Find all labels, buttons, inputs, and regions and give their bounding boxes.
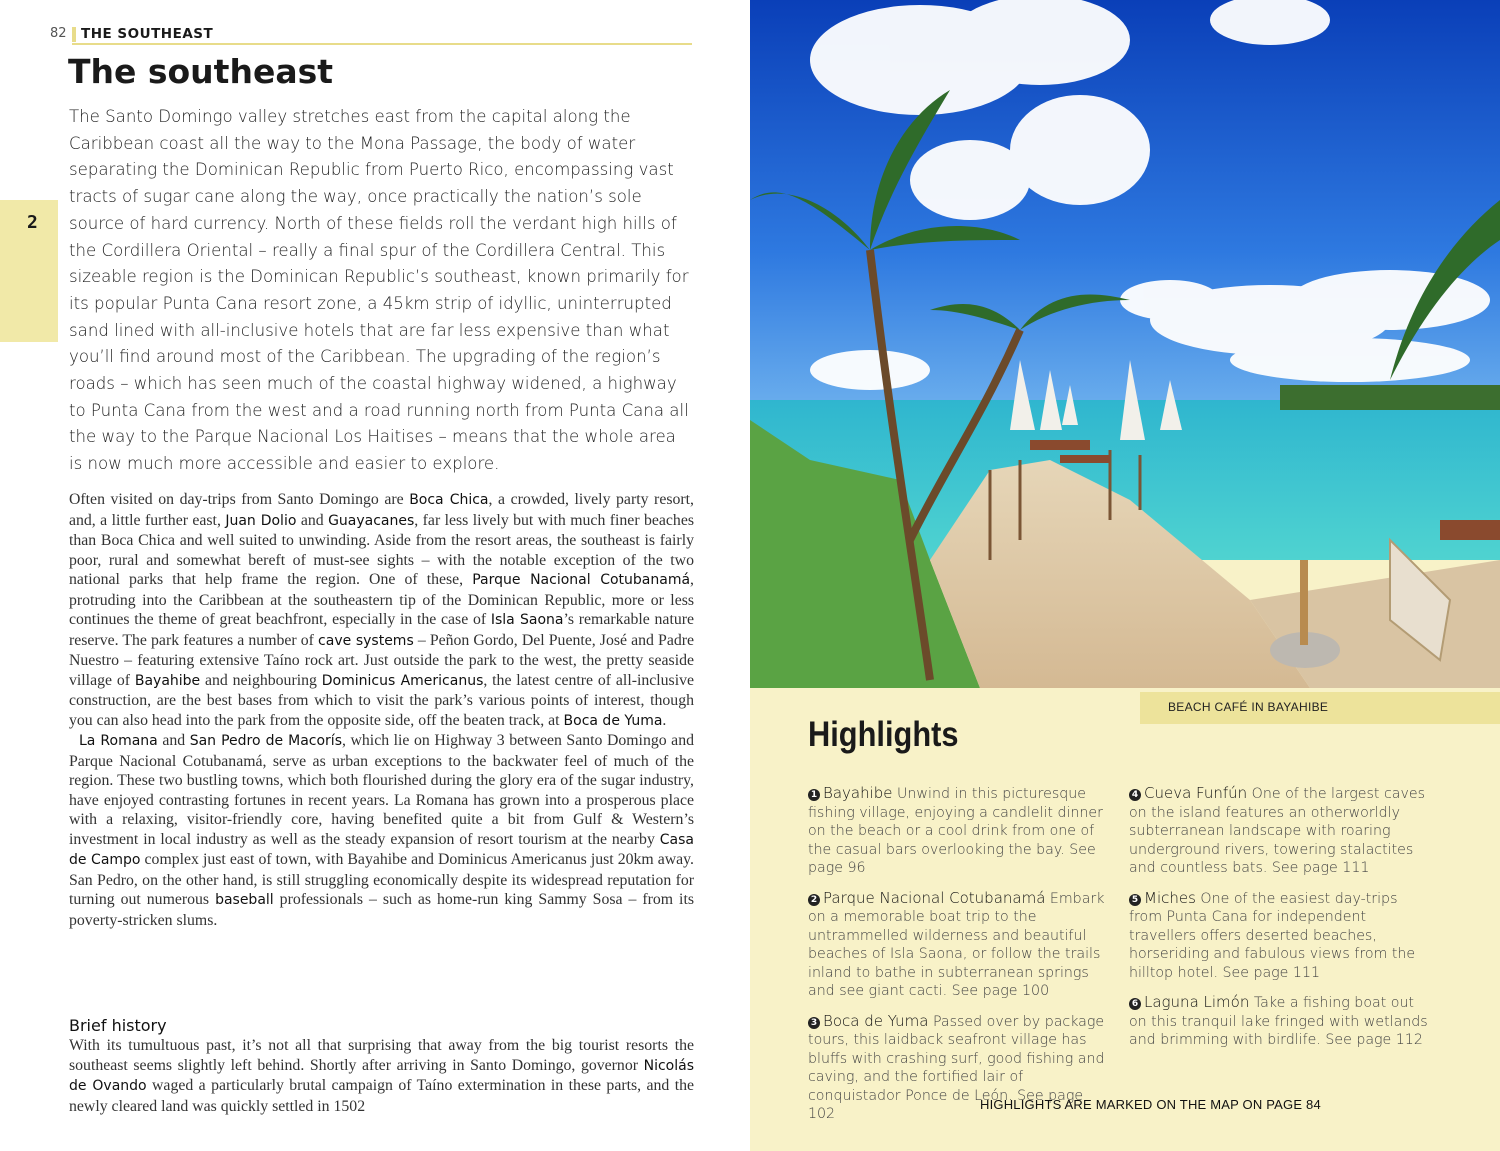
keyword: La Romana (79, 733, 158, 749)
keyword: Parque Nacional Cotubanamá (472, 572, 691, 588)
header-marker (72, 27, 76, 42)
highlight-item (1129, 784, 1434, 878)
keyword: San Pedro de Macorís (189, 733, 342, 749)
highlights-left-column (808, 784, 1113, 1135)
highlight-name: Bayahibe (823, 784, 893, 802)
highlight-name: Miches (1144, 888, 1196, 907)
body-paragraph-1: Often visited on day-trips from Santo Domingo are Boca Chica, a crowded, lively party resort, and, a little further east, Juan Dolio and Guayacanes, far less lively but with much finer beaches than Boca Chica and well suited to unwinding. Aside from the resort areas, the southeast is fairly poor, rural and somewhat bereft of must-see sights – with the notable exception of the two national parks that help frame the region. One of these, Parque Nacional Cotubanamá, protruding into the Caribbean at the southeastern tip of the Dominican Republic, more or less continues the theme of great beachfront, especially in the case of Isla Saona’s remarkable nature reserve. The park features a number of cave systems – Peñon Gordo, Del Puente, José and Padre Nuestro – featuring extensive Taíno rock art. Just outside the park to the west, the pretty seaside village of Bayahibe and neighbouring Dominicus Americanus, the latest centre of all-inclusive construction, are the best bases from which to visit the park’s various points of interest, though you can also head into the park from the opposite side, off the beaten track, at Boca de Yuma. (69, 491, 695, 729)
highlight-item (1129, 889, 1434, 983)
keyword: Nicolás de Ovando (69, 1057, 694, 1094)
beach-photo-illustration (750, 0, 1500, 688)
body-text (69, 490, 694, 930)
beach-cafe-photo (750, 0, 1500, 688)
header-rule (72, 43, 692, 45)
highlight-item (1129, 993, 1434, 1050)
keyword: Boca de Yuma (563, 712, 663, 729)
highlight-description: One of the largest caves on the island features an otherworldly subterranean landscape with roaring underground rivers, towering stalactites and countless bats. See page 111 (1129, 786, 1425, 876)
highlight-description: Embark on a memorable boat trip to the untrammelled wilderness and beautiful beaches of Isla Saona, or follow the trails inland to bathe in subterranean springs and see giant cacti. See page 100 (808, 890, 1105, 999)
keyword: Isla Saona (490, 612, 564, 628)
photo-caption: BEACH CAFÉ IN BAYAHIBE (1168, 700, 1329, 714)
highlight-description: Passed over by package tours, this laidback seafront village has bluffs with crashing surf, good fishing and caving, and the fortified lair of conquistador Ponce de León. See page 102 (808, 1013, 1105, 1122)
highlight-name: Laguna Limón (1144, 993, 1250, 1011)
keyword: Guayacanes (328, 512, 415, 529)
highlight-number-badge: 2 (808, 894, 820, 906)
keyword: Juan Dolio (225, 512, 297, 529)
highlight-description: One of the easiest day-trips from Punta Cana for independent travellers offers deserted beaches, horseriding and fabulous views from the hilltop hotel. See page 111 (1129, 890, 1416, 981)
highlight-item (808, 784, 1113, 878)
highlight-number-badge: 4 (1129, 789, 1141, 801)
highlight-description: Unwind in this picturesque fishing village, enjoying a candlelit dinner on the beach or a cool drink from one of the casual bars overlooking the bay. See page 96 (808, 786, 1103, 876)
highlight-number-badge: 5 (1129, 894, 1141, 906)
section-heading: Brief history (69, 1016, 167, 1035)
intro-paragraph: The Santo Domingo valley stretches east from the capital along the Caribbean coast all the way to the Mona Passage, the body of water separating the Dominican Republic from Puerto Rico, encompassing vast tracts of sugar cane along the way, once practically the nation’s sole source of hard currency. North of these fields roll the verdant high hills of the Cordillera Oriental – really a final spur of the Cordillera Central. This sizeable region is the Dominican Republic’s southeast, known primarily for its popular Punta Cana resort zone, a 45km strip of idyllic, uninterrupted sand lined with all-inclusive hotels that are far less expensive than what you’ll find around most of the Caribbean. The upgrading of the region’s roads – which has seen much of the coastal highway widened, a highway to Punta Cana from the west and a road running north from Punta Cana all the way to the Parque Nacional Los Haitises – means that the whole area is now much more accessible and easier to explore. (69, 107, 689, 474)
keyword: cave systems (318, 632, 414, 649)
keyword: Casa de Campo (69, 831, 694, 868)
page-number: 82 (50, 26, 67, 41)
keyword: baseball (215, 892, 274, 908)
keyword: Bayahibe (134, 672, 201, 689)
highlight-number-badge: 1 (808, 789, 820, 801)
highlight-number-badge: 6 (1129, 998, 1141, 1010)
highlight-number-badge: 3 (808, 1017, 820, 1029)
highlights-right-column (1129, 784, 1434, 1061)
highlight-name: Cueva Funfún (1144, 784, 1248, 802)
highlight-name: Parque Nacional Cotubanamá (823, 888, 1046, 907)
page-title: The southeast (68, 52, 334, 91)
right-page (750, 0, 1500, 1151)
highlight-name: Boca de Yuma (823, 1011, 929, 1030)
highlight-item (808, 889, 1113, 1001)
running-header: THE SOUTHEAST (81, 26, 214, 42)
highlights-title: Highlights (808, 715, 959, 754)
body-paragraph-2: La Romana and San Pedro de Macorís, which lie on Highway 3 between Santo Domingo and Parque Nacional Cotubanamá, serve as urban exceptions to the backwater feel of much of the region. These two bustling towns, which both flourished during the glory era of the sugar industry, have enjoyed contrasting fortunes in recent years. La Romana has grown into a prosperous place with a relaxing, visitor-friendly core, having benefited quite a bit from Gulf & Western’s investment in local industry as well as the steady expansion of resort tourism at the nearby Casa de Campo complex just east of town, with Bayahibe and Dominicus Americanus just 20km away. San Pedro, on the other hand, is still struggling economically despite its widespread reputation for turning out numerous baseball professionals – such as home-run king Sammy Sosa – from its poverty-stricken slums. (69, 732, 694, 929)
highlight-description: Take a fishing boat out on this tranquil lake fringed with wetlands and brimming with birdlife. See page 112 (1129, 995, 1428, 1048)
highlights-footer: HIGHLIGHTS ARE MARKED ON THE MAP ON PAGE 84 (980, 1097, 1321, 1112)
keyword: Boca Chica (409, 492, 489, 508)
keyword: Dominicus Americanus (321, 672, 484, 689)
body-paragraph-3: With its tumultuous past, it’s not all that surprising that away from the big tourist resorts the southeast seems slightly left behind. Shortly after arriving in Santo Domingo, governor Nicolás de Ovando waged a particularly brutal campaign of Taíno extermination in these parts, and the newly cleared land was quickly settled in 1502 (69, 1037, 694, 1115)
chapter-number: 2 (27, 212, 38, 233)
